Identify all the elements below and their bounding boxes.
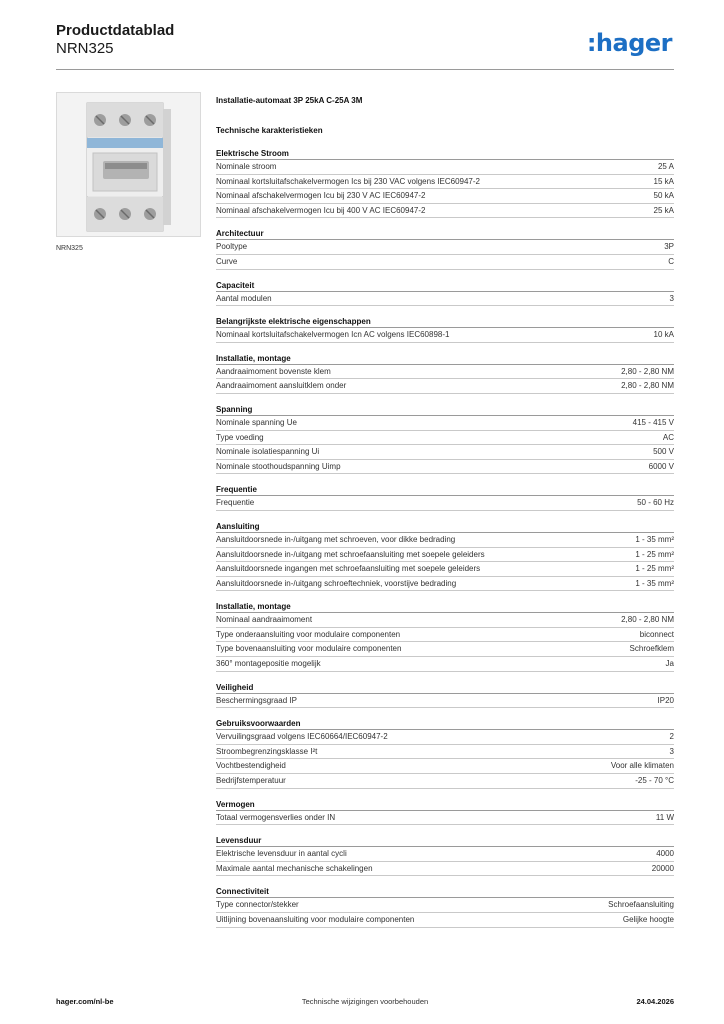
spec-value: IP20 xyxy=(657,695,674,705)
spec-row xyxy=(216,811,674,826)
spec-section xyxy=(216,483,674,511)
spec-row xyxy=(216,175,674,190)
spec-label: Aansluitdoorsnede in-/uitgang schroeftechniek, voorstijve bedrading xyxy=(216,578,457,588)
spec-row xyxy=(216,160,674,175)
spec-value: 1 - 35 mm² xyxy=(635,534,674,544)
spec-row xyxy=(216,533,674,548)
spec-label: Aantal modulen xyxy=(216,293,272,303)
spec-row xyxy=(216,460,674,475)
spec-row xyxy=(216,577,674,592)
spec-label: Nominaal afschakelvermogen Icu bij 400 V AC IEC60947-2 xyxy=(216,205,426,215)
spec-section xyxy=(216,315,674,343)
product-code: NRN325 xyxy=(56,40,114,57)
spec-row xyxy=(216,913,674,928)
spec-label: Nominaal afschakelvermogen Icu bij 230 V AC IEC60947-2 xyxy=(216,191,426,201)
spec-value: 1 - 25 mm² xyxy=(635,549,674,559)
spec-row xyxy=(216,292,674,307)
spec-value: 11 W xyxy=(655,812,674,822)
spec-label: Uitlijning bovenaansluiting voor modulaire componenten xyxy=(216,915,415,924)
spec-label: Curve xyxy=(216,256,238,266)
spec-row xyxy=(216,189,674,204)
spec-value: Schroefklem xyxy=(629,644,674,654)
spec-label: Frequentie xyxy=(216,498,255,508)
image-caption: NRN325 xyxy=(56,245,83,252)
spec-label: Bedrijfstemperatuur xyxy=(216,776,286,786)
spec-label: Type onderaansluiting voor modulaire componenten xyxy=(216,629,401,639)
spec-row xyxy=(216,694,674,709)
spec-value: 3 xyxy=(669,746,674,756)
section-title: Spanning xyxy=(216,403,674,416)
spec-label: Aandraaimoment aansluitklem onder xyxy=(216,381,347,391)
spec-label: Nominaal kortsluitafschakelvermogen Ics bij 230 VAC volgens IEC60947-2 xyxy=(216,176,480,186)
spec-value: AC xyxy=(662,432,674,442)
spec-label: Nominaal kortsluitafschakelvermogen Icn AC volgens IEC60898-1 xyxy=(216,330,450,340)
spec-row xyxy=(216,847,674,862)
spec-label: Nominale isolatiespanning Ui xyxy=(216,447,320,457)
spec-row xyxy=(216,730,674,745)
spec-value: 15 kA xyxy=(653,176,674,186)
section-title: Gebruiksvoorwaarden xyxy=(216,717,674,730)
product-name: Installatie-automaat 3P 25kA C-25A 3M xyxy=(216,96,363,105)
spec-sections xyxy=(216,147,674,928)
spec-value: 2,80 - 2,80 NM xyxy=(621,366,674,376)
spec-label: Maximale aantal mechanische schakelingen xyxy=(216,863,373,873)
spec-row xyxy=(216,255,674,270)
technical-characteristics-heading: Technische karakteristieken xyxy=(216,126,323,135)
section-title: Installatie, montage xyxy=(216,600,674,613)
spec-label: Vervuilingsgraad volgens IEC60664/IEC60947-2 xyxy=(216,732,388,742)
hager-logo: :hager xyxy=(586,29,672,57)
spec-label: Beschermingsgraad IP xyxy=(216,695,297,705)
spec-label: Stroombegrenzingsklasse I²t xyxy=(216,746,318,756)
spec-label: 360° montagepositie mogelijk xyxy=(216,659,321,669)
spec-value: Voor alle klimaten xyxy=(610,761,674,771)
spec-value: Schroefaansluiting xyxy=(608,900,674,910)
spec-row xyxy=(216,862,674,877)
circuit-breaker-illustration xyxy=(57,93,200,236)
spec-section xyxy=(216,403,674,474)
spec-row xyxy=(216,898,674,913)
spec-value: 50 kA xyxy=(653,191,674,201)
spec-row xyxy=(216,416,674,431)
spec-label: Aansluitdoorsnede ingangen met schroefaansluiting met soepele geleiders xyxy=(216,564,481,574)
spec-value: 2,80 - 2,80 NM xyxy=(621,615,674,625)
spec-label: Aansluitdoorsnede in-/uitgang met schroefaansluiting met soepele geleiders xyxy=(216,549,485,559)
spec-label: Type bovenaansluiting voor modulaire componenten xyxy=(216,644,402,654)
spec-row xyxy=(216,562,674,577)
spec-section xyxy=(216,520,674,591)
spec-value: 1 - 25 mm² xyxy=(635,564,674,574)
spec-value: biconnect xyxy=(639,629,674,639)
spec-row xyxy=(216,657,674,672)
spec-row xyxy=(216,204,674,219)
spec-value: 1 - 35 mm² xyxy=(635,578,674,588)
spec-section xyxy=(216,717,674,788)
spec-value: 25 kA xyxy=(653,205,674,215)
spec-label: Vochtbestendigheid xyxy=(216,761,286,771)
spec-row xyxy=(216,496,674,511)
section-title: Vermogen xyxy=(216,798,674,811)
spec-row xyxy=(216,365,674,380)
spec-label: Type connector/stekker xyxy=(216,900,299,910)
section-title: Belangrijkste elektrische eigenschappen xyxy=(216,315,674,328)
section-title: Connectiviteit xyxy=(216,885,674,898)
spec-value: -25 - 70 °C xyxy=(635,776,674,786)
spec-row xyxy=(216,774,674,789)
spec-section xyxy=(216,600,674,671)
spec-content xyxy=(216,94,674,928)
spec-section xyxy=(216,681,674,709)
footer-website: hager.com/nl-be xyxy=(56,997,114,1006)
spec-value: 2 xyxy=(669,732,674,742)
spec-value: 25 A xyxy=(657,162,674,171)
spec-row xyxy=(216,548,674,563)
page-header xyxy=(56,22,674,70)
document-title: Productdatablad xyxy=(56,22,175,39)
spec-section xyxy=(216,227,674,269)
spec-section xyxy=(216,885,674,927)
spec-label: Aandraaimoment bovenste klem xyxy=(216,366,331,376)
spec-value: 6000 V xyxy=(648,461,674,471)
section-title: Elektrische Stroom xyxy=(216,147,674,160)
spec-row xyxy=(216,379,674,394)
spec-row xyxy=(216,613,674,628)
spec-value: 3P xyxy=(664,242,674,252)
spec-row xyxy=(216,240,674,255)
spec-label: Elektrische levensduur in aantal cycli xyxy=(216,849,347,859)
spec-section xyxy=(216,834,674,876)
spec-label: Aansluitdoorsnede in-/uitgang met schroeven, voor dikke bedrading xyxy=(216,534,456,544)
product-image xyxy=(56,92,201,237)
spec-value: 4000 xyxy=(656,849,674,859)
section-title: Installatie, montage xyxy=(216,352,674,365)
section-title: Capaciteit xyxy=(216,279,674,292)
header-divider xyxy=(56,69,674,70)
spec-value: 415 - 415 V xyxy=(632,417,674,427)
section-title: Veiligheid xyxy=(216,681,674,694)
spec-value: 2,80 - 2,80 NM xyxy=(621,381,674,391)
spec-label: Nominale stroom xyxy=(216,162,277,171)
section-title: Levensduur xyxy=(216,834,674,847)
spec-label: Nominaal aandraaimoment xyxy=(216,615,313,625)
spec-value: C xyxy=(668,256,674,266)
spec-section xyxy=(216,352,674,394)
spec-value: 500 V xyxy=(653,447,674,457)
spec-section xyxy=(216,798,674,826)
spec-row xyxy=(216,628,674,643)
spec-label: Type voeding xyxy=(216,432,264,442)
spec-row xyxy=(216,642,674,657)
spec-label: Nominale spanning Ue xyxy=(216,417,297,427)
spec-row xyxy=(216,445,674,460)
footer-date: 24.04.2026 xyxy=(636,997,674,1006)
spec-value: 10 kA xyxy=(653,330,674,340)
section-title: Architectuur xyxy=(216,227,674,240)
spec-label: Nominale stoothoudspanning Uimp xyxy=(216,461,341,471)
spec-row xyxy=(216,328,674,343)
section-title: Frequentie xyxy=(216,483,674,496)
spec-value: Ja xyxy=(665,659,674,669)
spec-row xyxy=(216,431,674,446)
spec-section xyxy=(216,279,674,307)
spec-value: 3 xyxy=(669,293,674,303)
spec-label: Totaal vermogensverlies onder IN xyxy=(216,812,336,822)
spec-value: 50 - 60 Hz xyxy=(637,498,674,508)
spec-row xyxy=(216,745,674,760)
spec-section xyxy=(216,147,674,218)
spec-label: Pooltype xyxy=(216,242,248,252)
section-title: Aansluiting xyxy=(216,520,674,533)
spec-value: Gelijke hoogte xyxy=(622,915,674,924)
footer-notice: Technische wijzigingen voorbehouden xyxy=(301,997,429,1006)
spec-row xyxy=(216,759,674,774)
spec-value: 20000 xyxy=(651,863,674,873)
